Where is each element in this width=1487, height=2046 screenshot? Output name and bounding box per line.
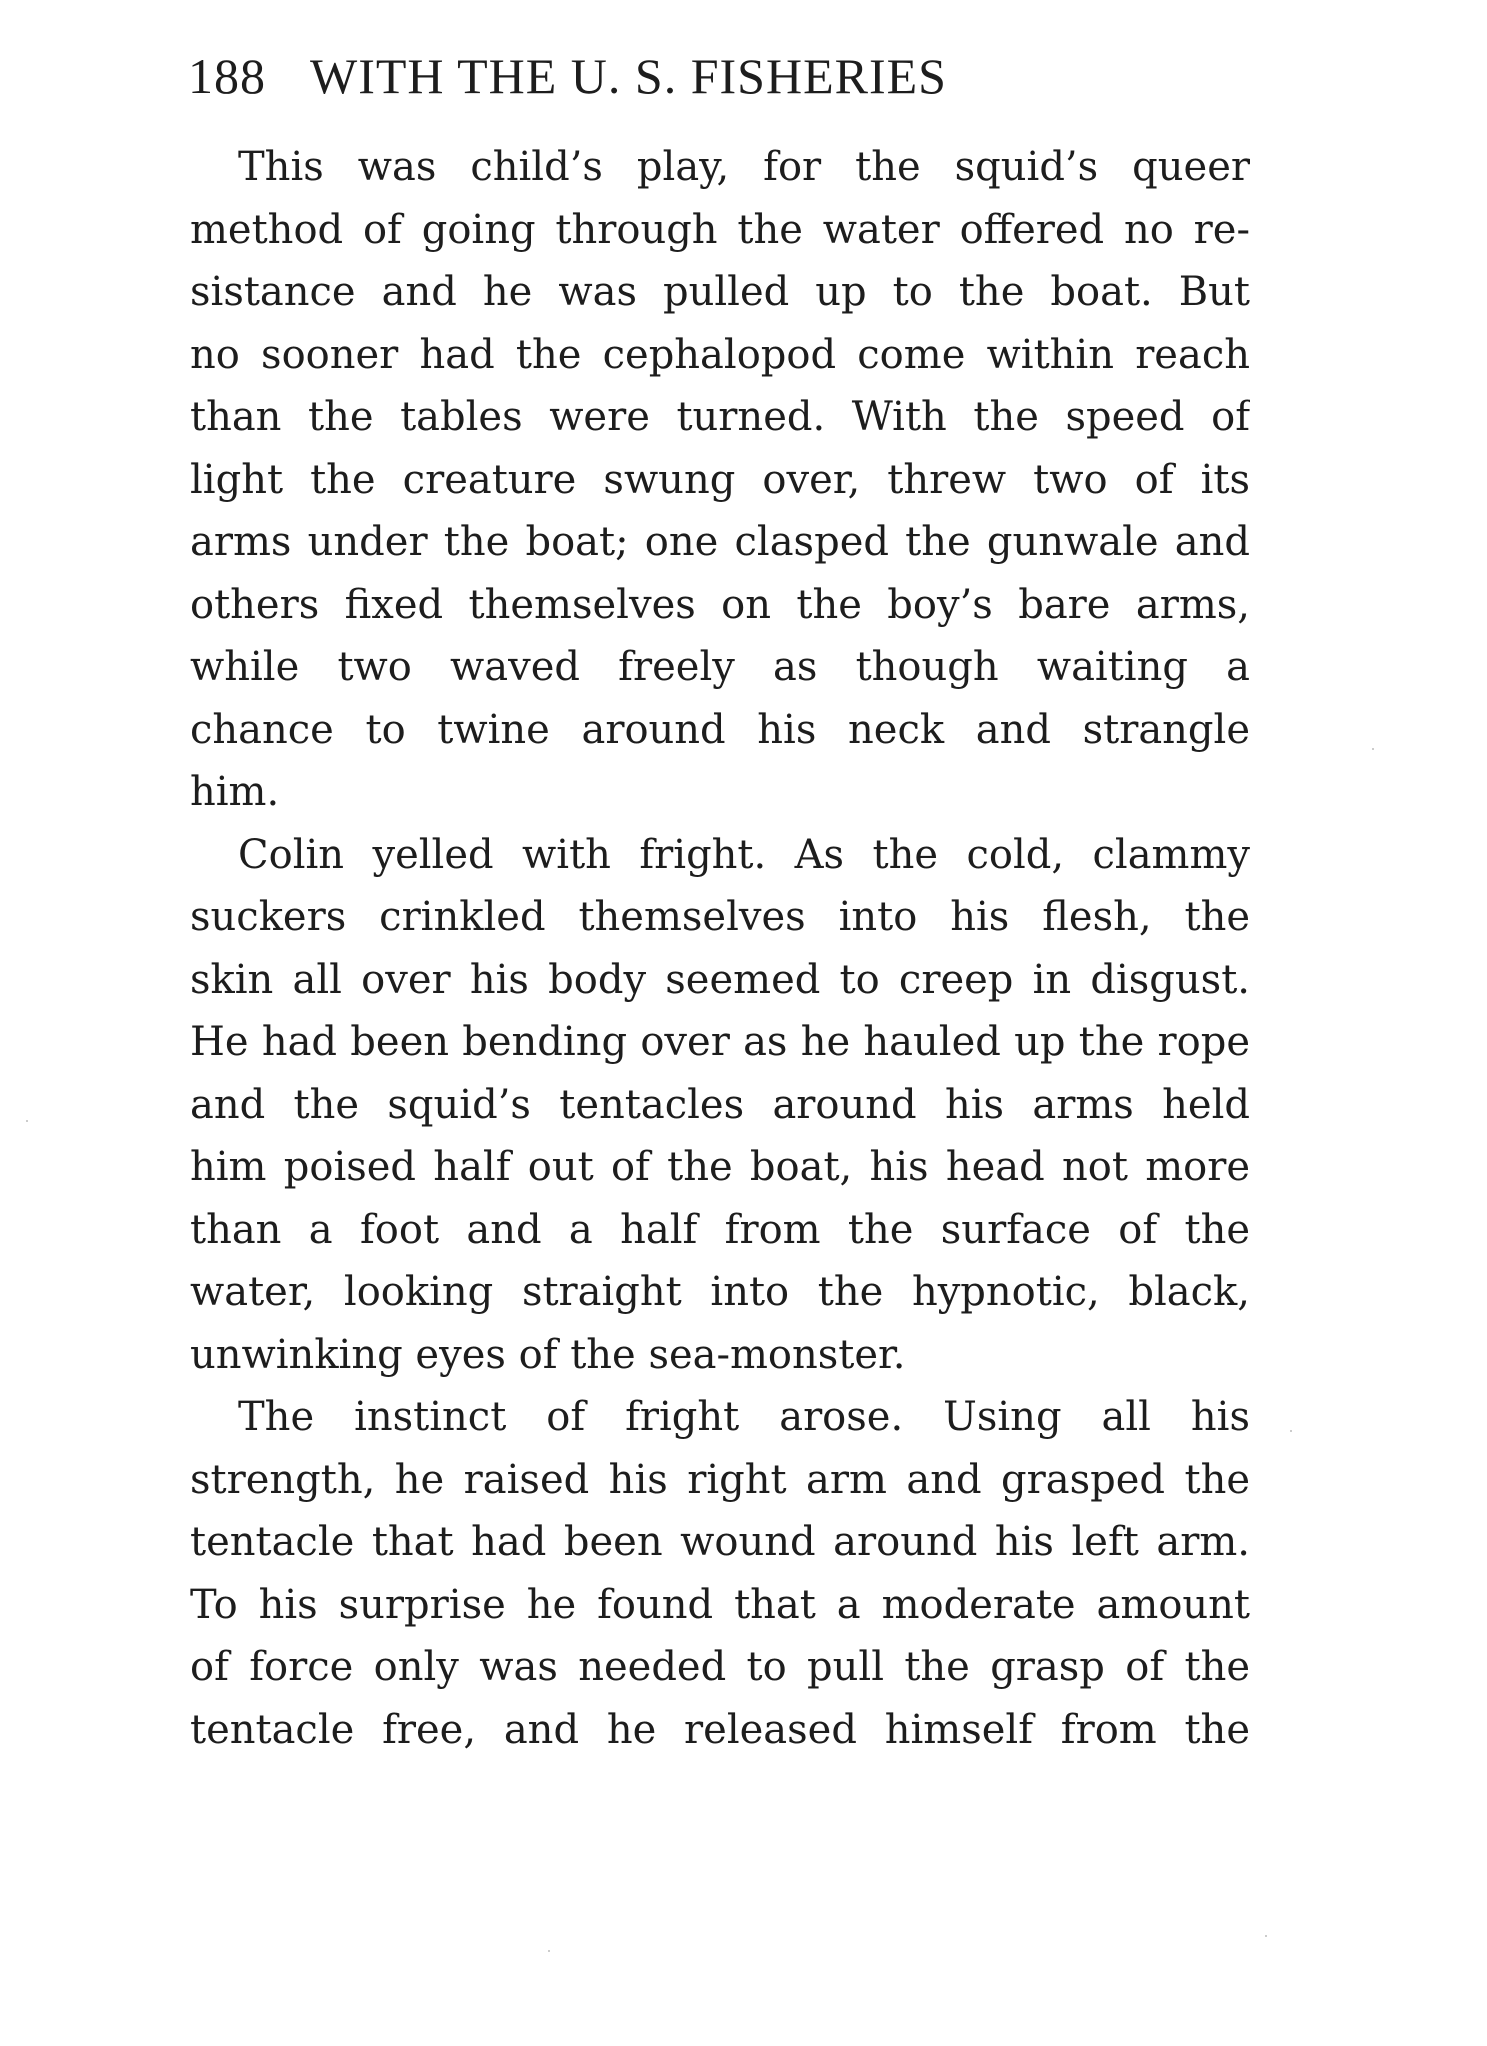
text-line: sistance and he was pulled up to the boat. But [190,269,1250,315]
running-title: WITH THE U. S. FISHERIES [310,48,947,104]
text-line: unwinking eyes of the sea-monster. [190,1331,906,1378]
text-line: The instinct of fright arose. Using all his [238,1394,1250,1440]
text-line: light the creature swung over, threw two of its [190,456,1250,503]
scan-speck [1290,1430,1292,1432]
text-line: while two waved freely as though waiting a [190,644,1250,690]
scan-speck [548,1950,550,1952]
text-line: than a foot and a half from the surface of the [190,1206,1250,1253]
text-line: him poised half out of the boat, his head not more [190,1144,1250,1190]
scan-speck [26,1120,28,1122]
text-line: To his surprise he found that a moderate amount [190,1581,1250,1628]
text-line: of force only was needed to pull the grasp of the [190,1644,1250,1690]
scan-speck [1265,1935,1267,1937]
text-line: tentacle that had been wound around his left arm. [190,1519,1250,1565]
text-line: and the squid’s tentacles around his arms held [190,1081,1250,1128]
text-line: This was child’s play, for the squid’s queer [238,144,1250,190]
text-line: no sooner had the cephalopod come within reach [190,331,1250,378]
text-line: skin all over his body seemed to creep in disgust. [190,956,1250,1003]
text-line: tentacle free, and he released himself from the [190,1706,1250,1753]
text-line: Colin yelled with fright. As the cold, clammy [238,831,1250,878]
text-line: than the tables were turned. With the speed of [190,394,1250,440]
text-line: chance to twine around his neck and strangle [190,706,1250,753]
text-line: water, looking straight into the hypnotic, black, [190,1269,1250,1315]
text-line: method of going through the water offered no re- [190,206,1250,253]
text-line: others fixed themselves on the boy’s bare arms, [190,581,1250,628]
page-number: 188 [188,48,266,104]
text-line: strength, he raised his right arm and grasped the [190,1456,1250,1503]
text-line: He had been bending over as he hauled up the rope [190,1019,1250,1065]
running-head [188,44,947,108]
body-text [190,136,1250,1761]
text-line: arms under the boat; one clasped the gunwale and [190,519,1250,565]
text-line: him. [190,769,280,815]
text-line: suckers crinkled themselves into his flesh, the [190,894,1250,940]
scan-speck [1372,748,1374,750]
